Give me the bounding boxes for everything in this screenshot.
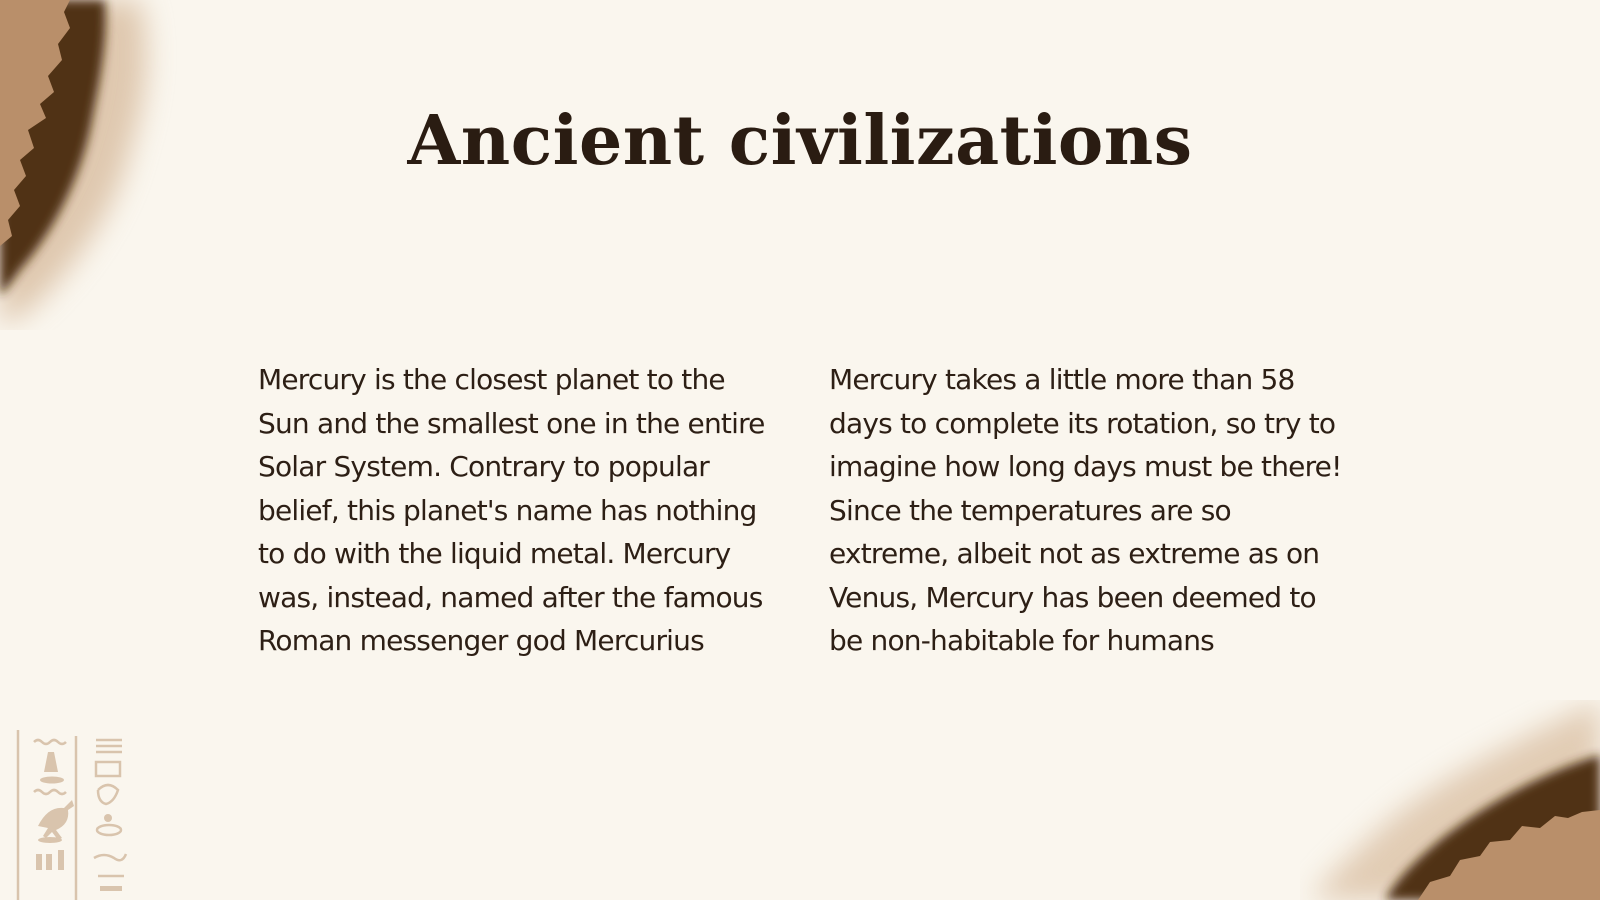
- burned-corner-bottom-right: [1300, 700, 1600, 900]
- body-text-right-column: Mercury takes a little more than 58 days to complete its rotation, so try to imagine how long days must be there! Since the temperatures are so extreme, albeit not as extreme as on Venus, Mercury has been deemed to be non-habitable for humans: [829, 363, 1342, 657]
- body-text-left-column: Mercury is the closest planet to the Sun and the smallest one in the entire Solar System. Contrary to popular belief, this planet's name has nothing to do with the liquid metal. Mercury was, instead, named after the famous Roman messenger god Mercurius: [258, 363, 765, 657]
- slide-title: Ancient civilizations: [407, 101, 1193, 181]
- hieroglyph-panel: [14, 730, 134, 900]
